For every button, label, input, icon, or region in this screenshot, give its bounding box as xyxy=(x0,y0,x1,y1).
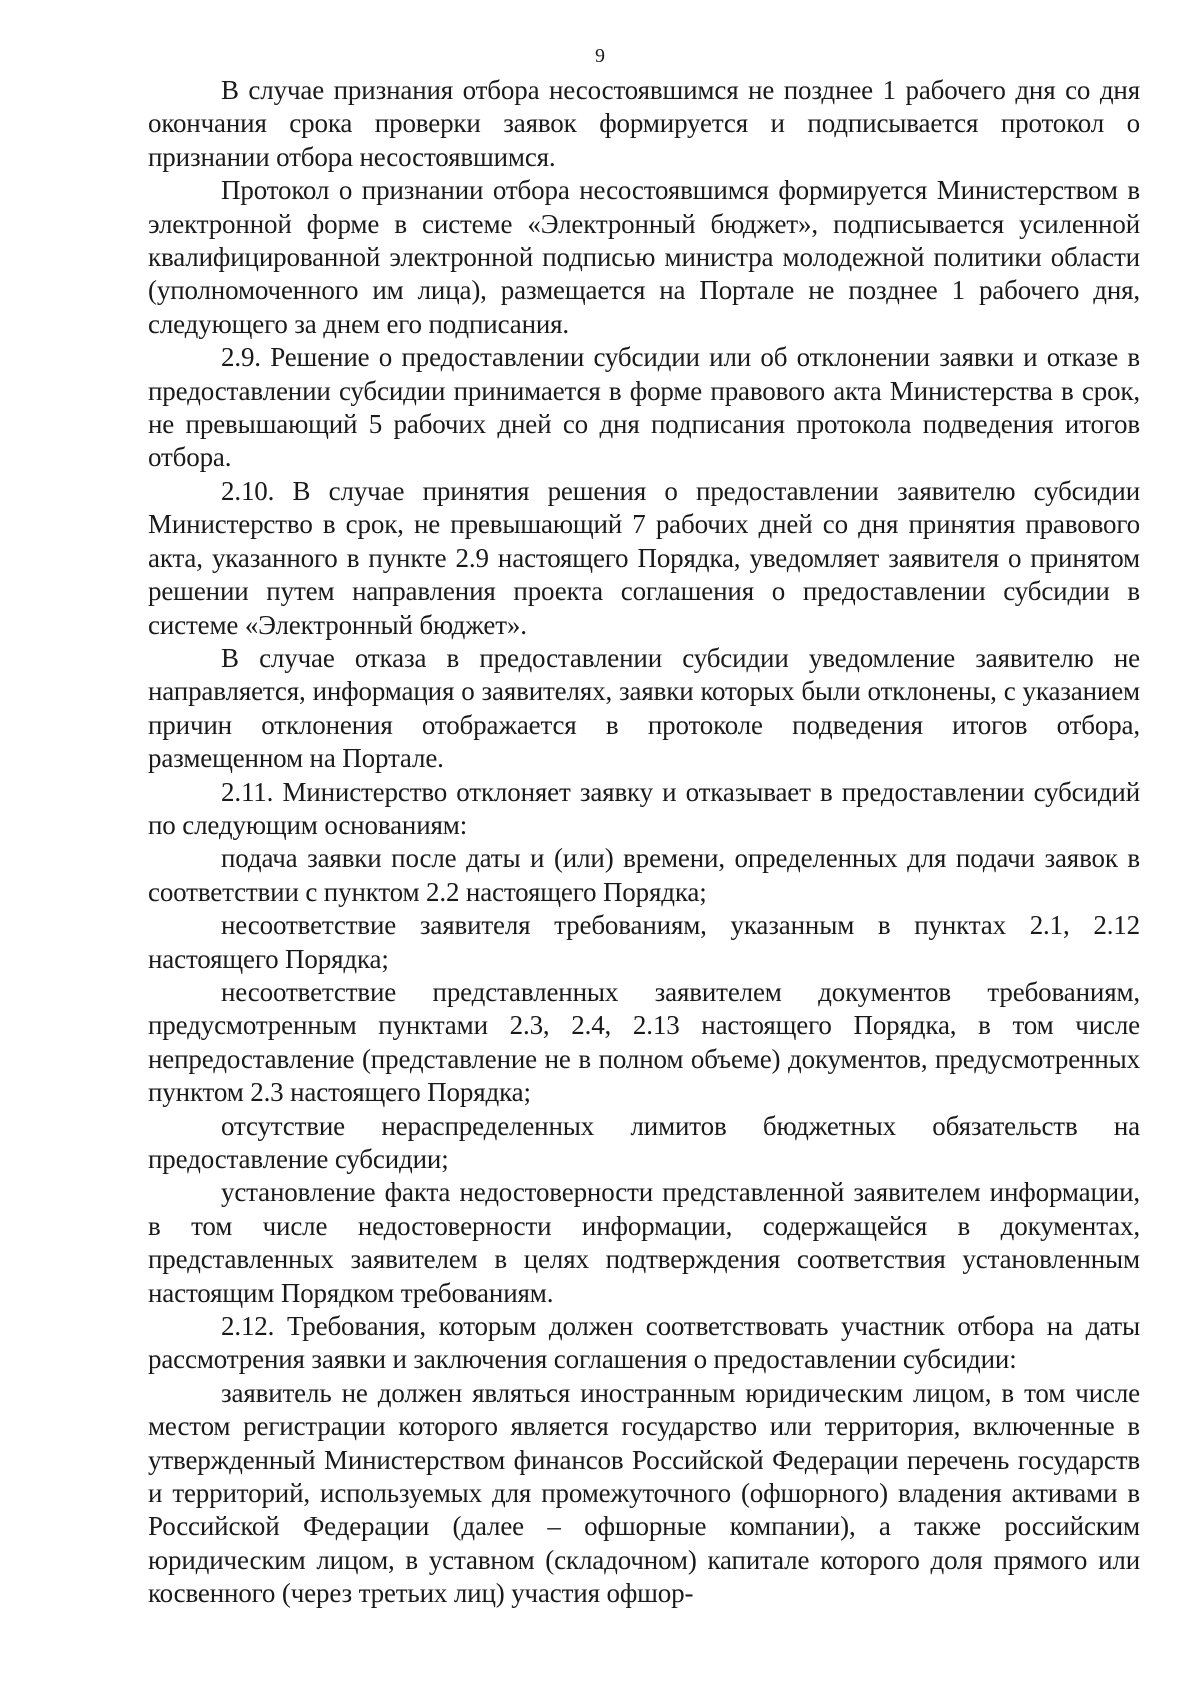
paragraph-refusal-notification: В случае отказа в предоставлении субсидии уведомление заявителю не направляется, информация о заявителях, заявки которых были отклонены, с указанием причин отклонения отображается в протоколе подведения итогов отбора, размещенном на Портале. xyxy=(148,642,1140,774)
paragraph-section-2-10: 2.10. В случае принятия решения о предоставлении заявителю субсидии Министерство в срок, не превышающий 7 рабочих дней со дня принятия правового акта, указанного в пункте 2.9 настоящего Порядка, уведомляет заявителя о принятом решении путем направления проекта соглашения о предоставлении субсидии в системе «Электронный бюджет». xyxy=(148,475,1140,640)
paragraph-section-2-11: 2.11. Министерство отклоняет заявку и отказывает в предоставлении субсидий по следующим основаниям: xyxy=(148,776,1140,840)
paragraph-failed-selection-protocol-formation: Протокол о признании отбора несостоявшимся формируется Министерством в электронной форме в системе «Электронный бюджет», подписывается усиленной квалифицированной электронной подписью министра молодежной политики области (уполномоченного им лица), размещается на Портале не позднее 1 рабочего дня, следующего за днем его подписания. xyxy=(148,175,1140,339)
paragraph-ground-late-submission: подача заявки после даты и (или) времени, определенных для подачи заявок в соответствии с пунктом 2.2 настоящего Порядка; xyxy=(148,843,1140,907)
paragraph-ground-no-budget-limits: отсутствие нераспределенных лимитов бюджетных обязательств на предоставление субсидии; xyxy=(148,1110,1140,1174)
paragraph-ground-applicant-mismatch: несоответствие заявителя требованиям, указанным в пунктах 2.1, 2.12 настоящего Порядка; xyxy=(148,910,1140,974)
paragraph-ground-documents-mismatch: несоответствие представленных заявителем документов требованиям, предусмотренным пунктами 2.3, 2.4, 2.13 настоящего Порядка, в том числе непредоставление (представление не в полном объеме) документов, предусмотренных пунктом 2.3 настоящего Порядка; xyxy=(148,976,1140,1108)
paragraph-requirement-not-foreign-entity: заявитель не должен являться иностранным юридическим лицом, в том числе местом регистрации которого является государство или территория, включенные в утвержденный Министерством финансов Российской Федерации перечень государств и территорий, используемых для промежуточного (офшорного) владения активами в Российской Федерации (далее – офшорные компании), а также российским юридическим лицом, в уставном (складочном) капитале которого доля прямого или косвенного (через третьих лиц) участия офшор- xyxy=(148,1377,1140,1609)
paragraph-section-2-12: 2.12. Требования, которым должен соответствовать участник отбора на даты рассмотрения заявки и заключения соглашения о предоставлении субсидии: xyxy=(148,1311,1140,1375)
document-body xyxy=(148,74,1140,1611)
paragraph-ground-false-information: установление факта недостоверности представленной заявителем информации, в том числе недостоверности информации, содержащейся в документах, представленных заявителем в целях подтверждения соответствия установленным настоящим Порядком требованиям. xyxy=(148,1177,1140,1308)
paragraph-failed-selection-protocol-deadline: В случае признания отбора несостоявшимся не позднее 1 рабочего дня со дня окончания срока проверки заявок формируется и подписывается протокол о признании отбора несостоявшимся. xyxy=(148,75,1140,172)
page-number: 9 xyxy=(595,45,605,67)
paragraph-section-2-9: 2.9. Решение о предоставлении субсидии или об отклонении заявки и отказе в предоставлении субсидии принимается в форме правового акта Министерства в срок, не превышающий 5 рабочих дней со дня подписания протокола подведения итогов отбора. xyxy=(148,342,1140,473)
